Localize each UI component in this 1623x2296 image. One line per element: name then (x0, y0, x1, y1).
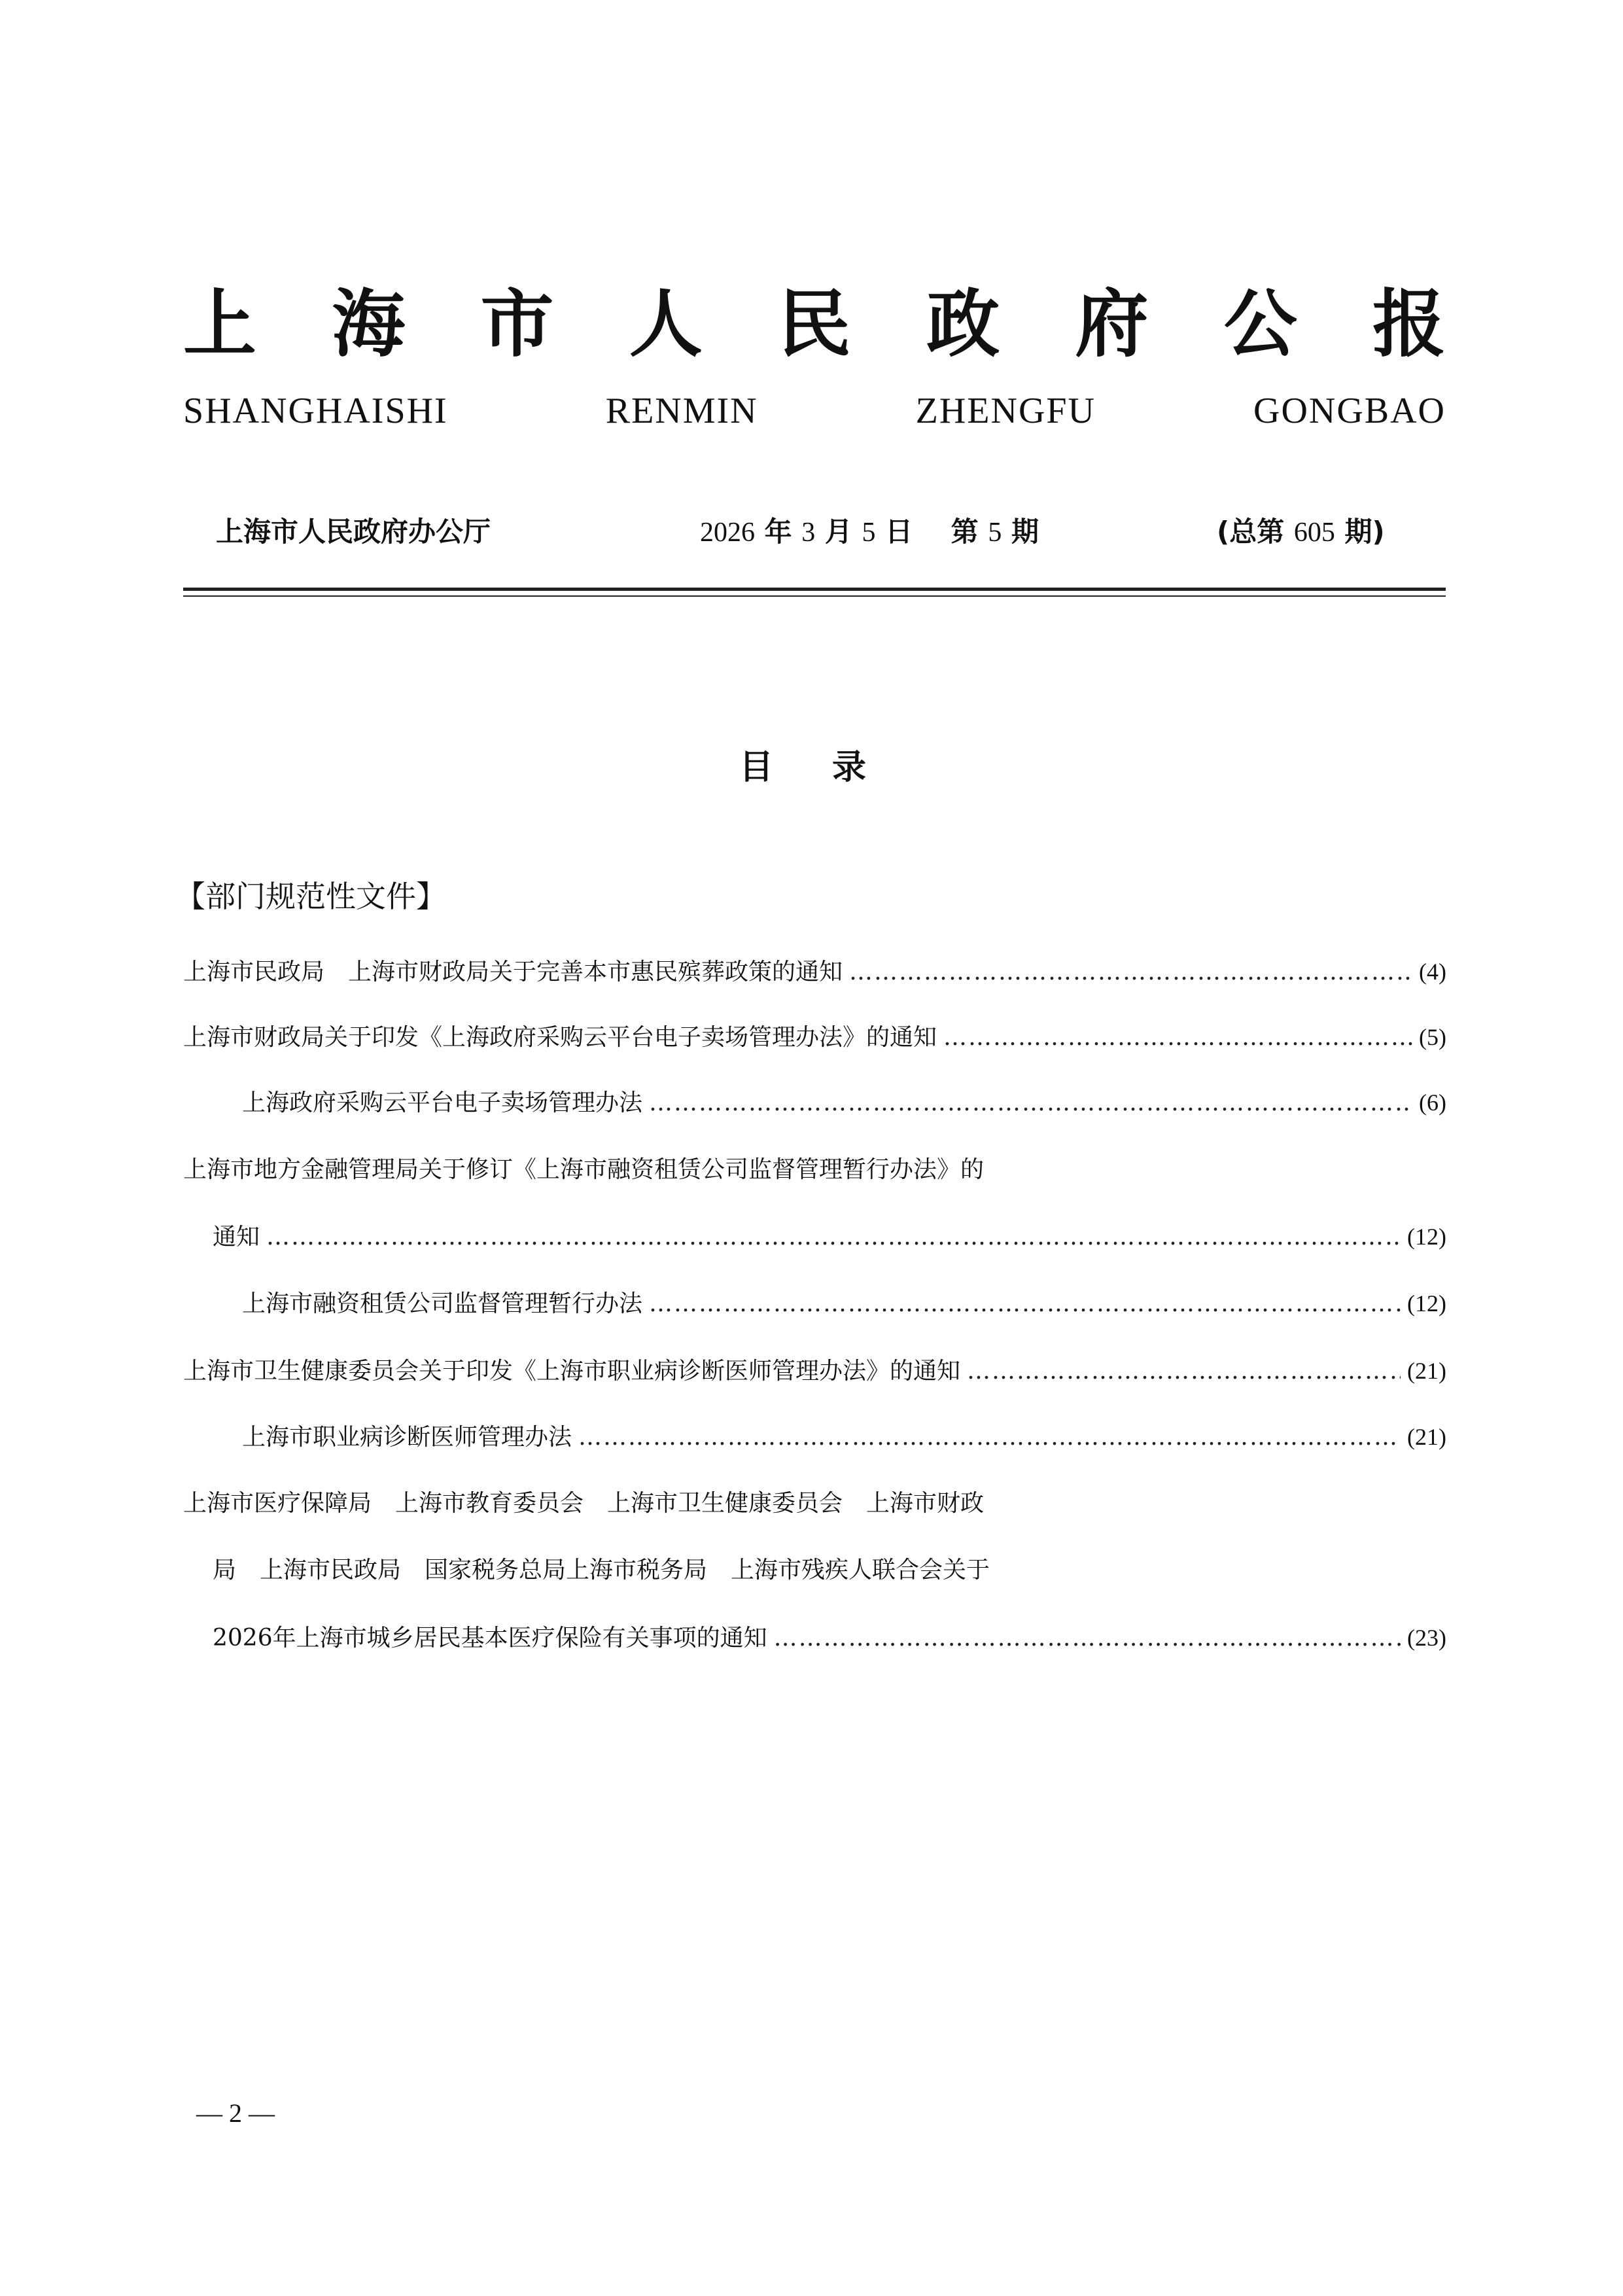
toc-entry[interactable] (242, 1083, 1446, 1123)
toc-entry-title: 上海市职业病诊断医师管理办法 (242, 1424, 572, 1451)
page-number: — 2 — (196, 2098, 275, 2128)
toc-leader (266, 1218, 1401, 1257)
toc-entry-line[interactable] (183, 1484, 1446, 1523)
toc-leader (849, 953, 1412, 992)
masthead-title (183, 281, 1446, 367)
toc-leader (578, 1418, 1401, 1457)
toc-entry-continuation[interactable] (213, 1217, 1446, 1257)
issue-month-unit: 月 (824, 516, 852, 548)
toc-entry[interactable] (183, 1017, 1446, 1057)
toc-page-number: (21) (1407, 1424, 1446, 1450)
issue-number: 5 (988, 518, 1002, 548)
masthead-char: 上 (183, 281, 256, 367)
toc-page-number: (6) (1419, 1089, 1446, 1116)
toc-entry-title: 上海市财政局关于印发《上海政府采购云平台电子卖场管理办法》的通知 (183, 1024, 937, 1051)
masthead-rule-thin (183, 595, 1446, 597)
masthead-rule-thick (183, 588, 1446, 591)
total-issue-suffix: 期) (1344, 516, 1385, 548)
masthead-char: 公 (1223, 281, 1297, 367)
total-issue-prefix: (总第 (1217, 516, 1285, 548)
toc-leader (943, 1018, 1412, 1057)
toc-entry-continuation[interactable] (213, 1551, 1446, 1590)
toc-page-number: (12) (1407, 1224, 1446, 1250)
masthead-pinyin (183, 393, 1446, 429)
toc-entry[interactable] (242, 1284, 1446, 1324)
masthead-char: 人 (629, 281, 703, 367)
toc-entry-title: 上海市融资租赁公司监督管理暂行办法 (242, 1290, 643, 1317)
toc-entry-line[interactable] (183, 1150, 1446, 1190)
toc-entry-title: 局 上海市民政局 国家税务总局上海市税务局 上海市残疾人联合会关于 (213, 1557, 990, 1583)
publisher: 上海市人民政府办公厅 (216, 516, 491, 548)
issue-day: 5 (862, 518, 876, 548)
toc-entry-title: 上海市卫生健康委员会关于印发《上海市职业病诊断医师管理办法》的通知 (183, 1358, 961, 1385)
toc-entry-continuation[interactable] (213, 1618, 1446, 1658)
pinyin-word: GONGBAO (1253, 391, 1446, 431)
total-issue-number: 605 (1293, 518, 1335, 548)
toc-leader (649, 1284, 1401, 1324)
toc-leader (967, 1352, 1401, 1391)
issue-date (700, 509, 1039, 555)
toc-entry[interactable] (183, 1351, 1446, 1391)
toc-heading: 目录 (739, 748, 926, 787)
issue-number-prefix: 第 (951, 516, 979, 548)
issue-year-unit: 年 (764, 516, 792, 548)
pinyin-word: RENMIN (605, 391, 758, 431)
toc-page-number: (4) (1419, 959, 1446, 985)
issue-number-suffix: 期 (1011, 516, 1039, 548)
total-issue (1217, 509, 1385, 555)
masthead-char: 海 (332, 281, 406, 367)
masthead-char: 市 (480, 281, 554, 367)
toc-leader (649, 1084, 1412, 1123)
issue-year: 2026 (700, 518, 755, 548)
masthead-char: 民 (778, 281, 851, 367)
toc-entry-title: 上海市地方金融管理局关于修订《上海市融资租赁公司监督管理暂行办法》的 (183, 1156, 985, 1183)
toc-entry[interactable] (183, 952, 1446, 992)
toc-page-number: (12) (1407, 1290, 1446, 1316)
toc-entry[interactable] (242, 1417, 1446, 1457)
masthead-char: 报 (1372, 281, 1446, 367)
toc-entry-title: 2026年上海市城乡居民基本医疗保险有关事项的通知 (213, 1625, 767, 1651)
issue-day-unit: 日 (885, 516, 913, 548)
toc-page-number: (23) (1407, 1625, 1446, 1651)
toc-entry-title: 上海政府采购云平台电子卖场管理办法 (242, 1089, 643, 1116)
toc-leader (774, 1619, 1401, 1658)
pinyin-word: ZHENGFU (915, 391, 1096, 431)
pinyin-word: SHANGHAISHI (183, 391, 448, 431)
toc-entry-title: 上海市民政局 上海市财政局关于完善本市惠民殡葬政策的通知 (183, 959, 843, 985)
toc-page-number: (5) (1419, 1024, 1446, 1050)
issue-month: 3 (801, 518, 816, 548)
toc-entry-title: 上海市医疗保障局 上海市教育委员会 上海市卫生健康委员会 上海市财政 (183, 1490, 985, 1517)
section-heading: 【部门规范性文件】 (175, 879, 446, 914)
toc-page-number: (21) (1407, 1358, 1446, 1384)
masthead-char: 府 (1075, 281, 1149, 367)
masthead-char: 政 (926, 281, 1000, 367)
toc-entry-title: 通知 (213, 1224, 260, 1250)
